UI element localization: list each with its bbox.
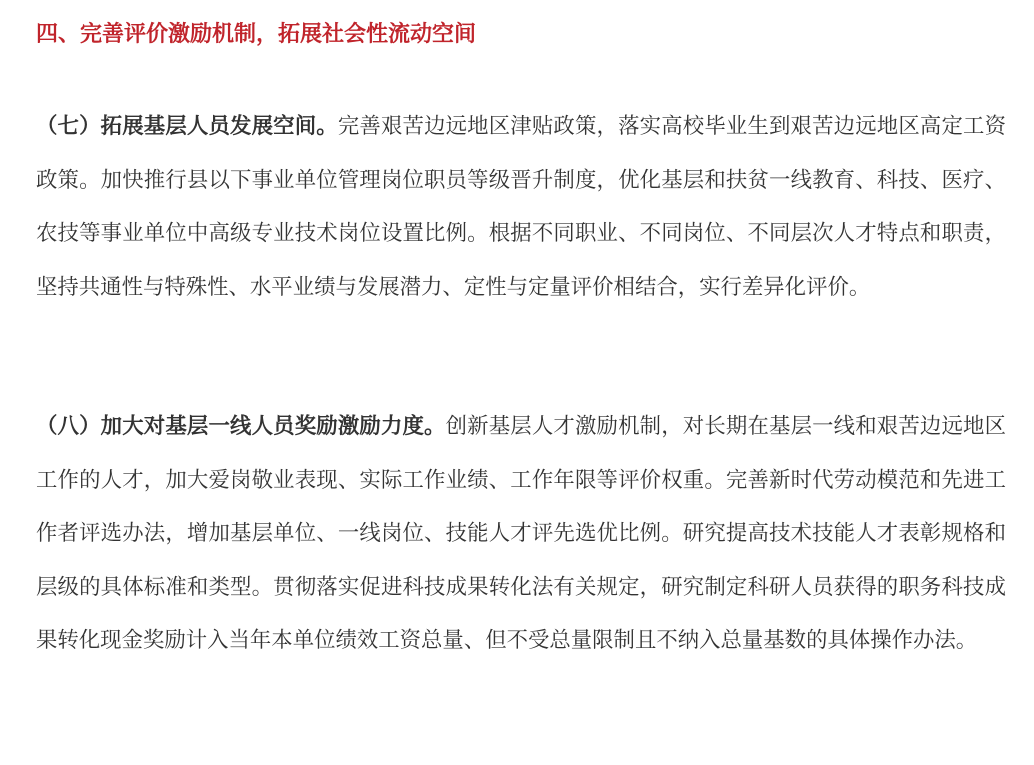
- paragraph-7-lead: （七）拓展基层人员发展空间。: [36, 114, 338, 139]
- paragraph-7: [36, 100, 1006, 314]
- paragraph-8: [36, 400, 1006, 668]
- paragraph-8-body: 创新基层人才激励机制，对长期在基层一线和艰苦边远地区工作的人才，加大爱岗敬业表现、实际工作业绩、工作年限等评价权重。完善新时代劳动模范和先进工作者评选办法，增加基层单位、一线岗位、技能人才评先选优比例。研究提高技术技能人才表彰规格和层级的具体标准和类型。贯彻落实促进科技成果转化法有关规定，研究制定科研人员获得的职务科技成果转化现金奖励计入当年本单位绩效工资总量、但不受总量限制且不纳入总量基数的具体操作办法。: [36, 414, 1006, 653]
- paragraph-8-lead: （八）加大对基层一线人员奖励激励力度。: [36, 414, 446, 439]
- paragraph-7-body: 完善艰苦边远地区津贴政策，落实高校毕业生到艰苦边远地区高定工资政策。加快推行县以下事业单位管理岗位职员等级晋升制度，优化基层和扶贫一线教育、科技、医疗、农技等事业单位中高级专业技术岗位设置比例。根据不同职业、不同岗位、不同层次人才特点和职责，坚持共通性与特殊性、水平业绩与发展潜力、定性与定量评价相结合，实行差异化评价。: [36, 114, 1006, 300]
- section-heading: 四、完善评价激励机制，拓展社会性流动空间: [36, 22, 477, 47]
